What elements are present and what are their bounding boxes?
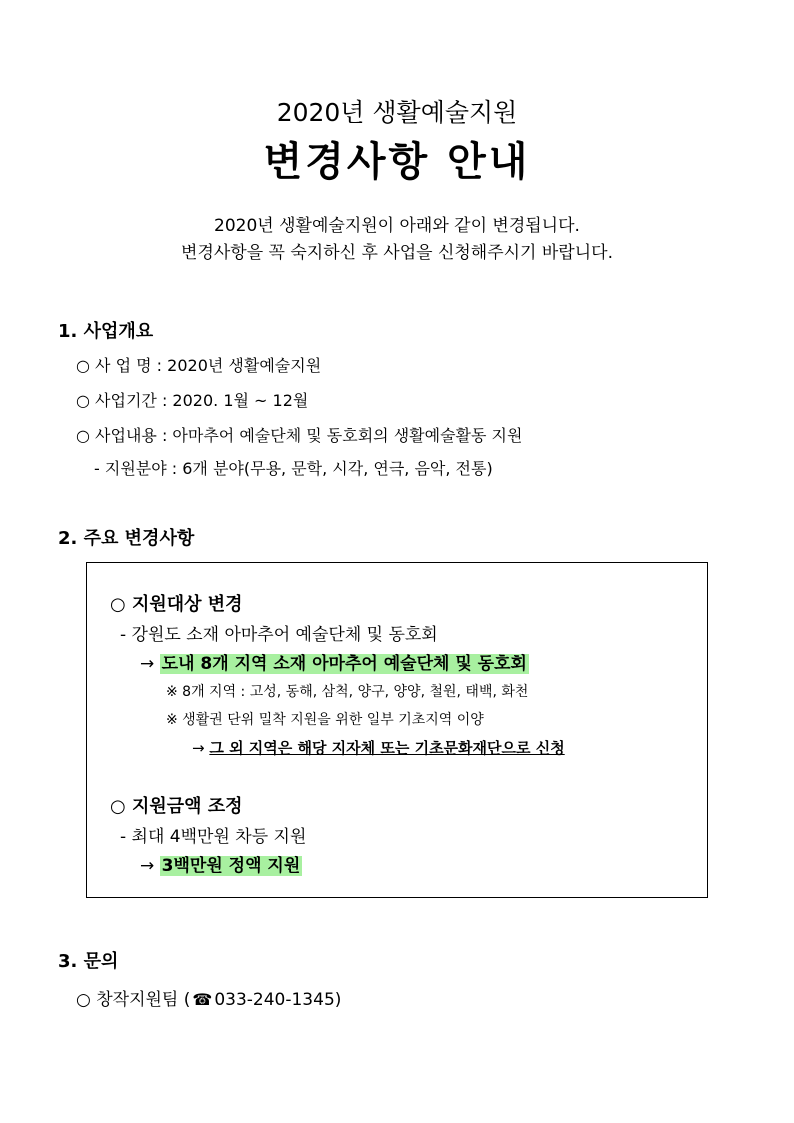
section-2-heading: 2. 주요 변경사항 [58,528,195,549]
overview-item-content: ○ 사업내용 : 아마추어 예술단체 및 동호회의 생활예술활동 지원 [76,426,523,445]
document-subtitle: 2020년 생활예술지원 [276,98,518,127]
note-transfer: ※ 생활권 단위 밀착 지원을 위한 일부 기초지역 이양 [166,712,484,728]
change-target-after-row [140,649,529,674]
arrow-icon: → [192,739,205,757]
section-3-heading: 3. 문의 [58,951,119,972]
note-regions: ※ 8개 지역 : 고성, 동해, 삼척, 양구, 양양, 철원, 태백, 화천 [166,684,529,700]
change-target-before: - 강원도 소재 아마추어 예술단체 및 동호회 [120,625,438,645]
note-other-regions-row [192,737,565,758]
note-other-regions: 그 외 지역은 해당 지자체 또는 기초문화재단으로 신청 [209,739,565,757]
intro-line-1: 2020년 생활예술지원이 아래와 같이 변경됩니다. [214,216,580,236]
phone-icon: ☎ [192,990,213,1009]
overview-item-name: ○ 사 업 명 : 2020년 생활예술지원 [76,356,322,375]
change-amount-after: 3백만원 정액 지원 [161,856,301,876]
document-title: 변경사항 안내 [263,139,531,185]
contact-phone: 033-240-1345) [214,990,342,1010]
contact-team: ○ 창작지원팀 ( [76,990,191,1010]
arrow-icon: → [140,856,155,876]
change-target-heading: ○ 지원대상 변경 [110,594,243,615]
change-target-after: 도내 8개 지역 소재 아마추어 예술단체 및 동호회 [161,654,527,674]
change-amount-after-row [140,851,302,876]
change-amount-heading: ○ 지원금액 조정 [110,796,243,817]
contact-line [76,985,341,1010]
overview-subitem-fields: - 지원분야 : 6개 분야(무용, 문학, 시각, 연극, 음악, 전통) [94,459,493,478]
overview-item-period: ○ 사업기간 : 2020. 1월 ~ 12월 [76,391,309,410]
change-amount-before: - 최대 4백만원 차등 지원 [120,827,307,847]
intro-line-2: 변경사항을 꼭 숙지하신 후 사업을 신청해주시기 바랍니다. [181,243,613,263]
arrow-icon: → [140,654,155,674]
section-1-heading: 1. 사업개요 [58,321,154,342]
